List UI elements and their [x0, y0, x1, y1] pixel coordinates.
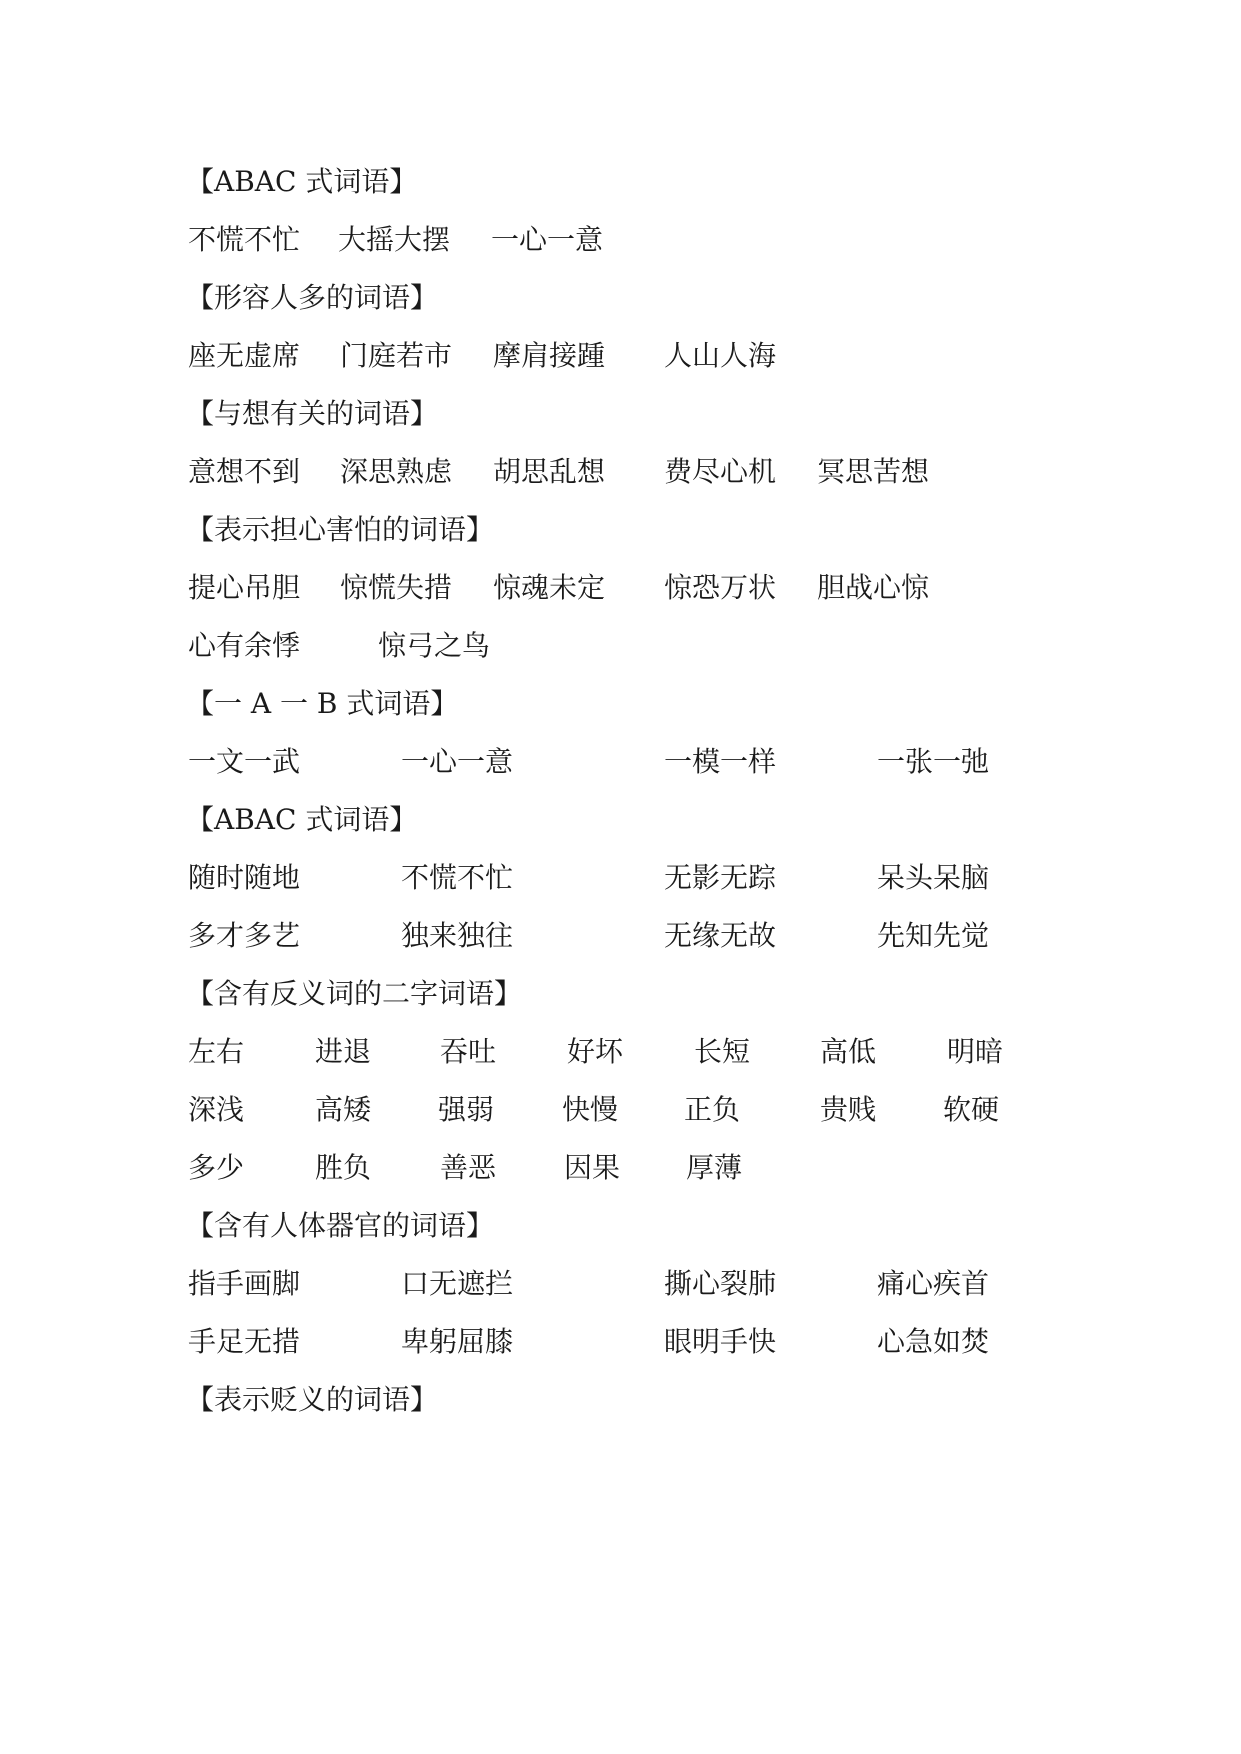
- section-heading: 【形容人多的词语】: [186, 281, 439, 314]
- word: 强弱: [438, 1093, 495, 1126]
- word: 高矮: [315, 1093, 372, 1126]
- word: 惊魂未定: [493, 571, 606, 604]
- word: 口无遮拦: [401, 1267, 514, 1300]
- word: 心有余悸: [188, 629, 301, 662]
- word: 指手画脚: [188, 1267, 301, 1300]
- word: 不慌不忙: [188, 223, 301, 256]
- word: 善恶: [440, 1151, 497, 1184]
- section-heading: 【含有反义词的二字词语】: [186, 977, 523, 1010]
- section-heading: 【与想有关的词语】: [186, 397, 439, 430]
- word: 一心一意: [401, 745, 514, 778]
- word: 座无虚席: [188, 339, 301, 372]
- word: 提心吊胆: [188, 571, 301, 604]
- word: 惊慌失措: [340, 571, 453, 604]
- word: 深浅: [188, 1093, 245, 1126]
- word: 无影无踪: [664, 861, 777, 894]
- word: 撕心裂肺: [664, 1267, 777, 1300]
- word: 费尽心机: [664, 455, 777, 488]
- word: 厚薄: [686, 1151, 743, 1184]
- word: 明暗: [947, 1035, 1004, 1068]
- word: 冥思苦想: [817, 455, 930, 488]
- word: 不慌不忙: [401, 861, 514, 894]
- word: 多才多艺: [188, 919, 301, 952]
- section-heading: 【表示贬义的词语】: [186, 1383, 439, 1416]
- word: 心急如焚: [877, 1325, 990, 1358]
- word: 一模一样: [664, 745, 777, 778]
- word: 大摇大摆: [338, 223, 451, 256]
- word: 惊恐万状: [664, 571, 777, 604]
- word: 门庭若市: [340, 339, 453, 372]
- word: 正负: [684, 1093, 741, 1126]
- word: 胜负: [315, 1151, 372, 1184]
- word: 先知先觉: [877, 919, 990, 952]
- word: 意想不到: [188, 455, 301, 488]
- word: 软硬: [943, 1093, 1000, 1126]
- word: 一心一意: [491, 223, 604, 256]
- word: 高低: [820, 1035, 877, 1068]
- word: 深思熟虑: [340, 455, 453, 488]
- word: 呆头呆脑: [877, 861, 990, 894]
- section-heading: 【表示担心害怕的词语】: [186, 513, 495, 546]
- section-heading: 【ABAC 式词语】: [186, 803, 418, 836]
- word: 眼明手快: [664, 1325, 777, 1358]
- word: 一文一武: [188, 745, 301, 778]
- word: 痛心疾首: [877, 1267, 990, 1300]
- word: 多少: [188, 1151, 245, 1184]
- word: 手足无措: [188, 1325, 301, 1358]
- word: 卑躬屈膝: [401, 1325, 514, 1358]
- word: 胆战心惊: [817, 571, 930, 604]
- word: 进退: [315, 1035, 372, 1068]
- word: 一张一弛: [877, 745, 990, 778]
- word: 好坏: [567, 1035, 624, 1068]
- word: 独来独往: [401, 919, 514, 952]
- section-heading: 【含有人体器官的词语】: [186, 1209, 495, 1242]
- section-heading: 【一 A 一 B 式词语】: [186, 687, 459, 720]
- word: 惊弓之鸟: [378, 629, 491, 662]
- word: 长短: [694, 1035, 751, 1068]
- word: 随时随地: [188, 861, 301, 894]
- section-heading: 【ABAC 式词语】: [186, 165, 418, 198]
- word: 贵贱: [820, 1093, 877, 1126]
- word: 因果: [564, 1151, 621, 1184]
- word: 无缘无故: [664, 919, 777, 952]
- word: 吞吐: [440, 1035, 497, 1068]
- word: 左右: [188, 1035, 245, 1068]
- word: 快慢: [562, 1093, 619, 1126]
- word: 摩肩接踵: [493, 339, 606, 372]
- word: 人山人海: [664, 339, 777, 372]
- word: 胡思乱想: [493, 455, 606, 488]
